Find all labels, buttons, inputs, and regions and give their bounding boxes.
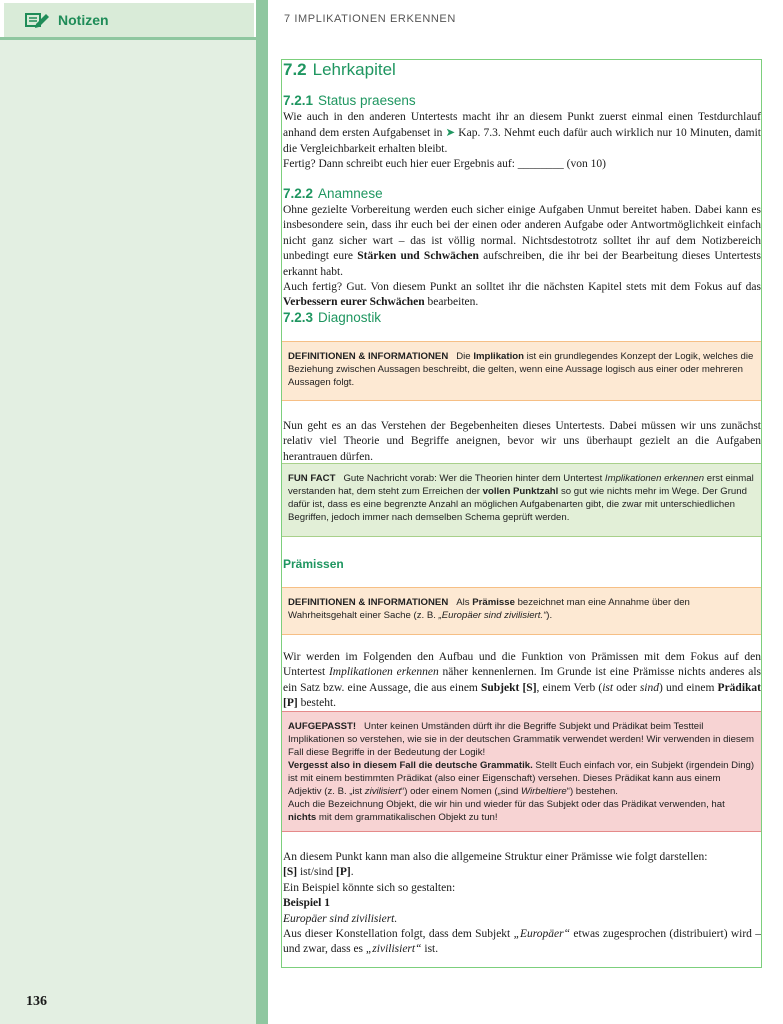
notes-tab	[4, 3, 254, 37]
subsection-title-diagnostik	[283, 309, 381, 326]
subsection-number: 7.2.2	[283, 186, 314, 201]
subsection-label: Diagnostik	[318, 310, 382, 325]
praemissen-heading: Prämissen	[283, 557, 344, 571]
result-line: Fertig? Dann schreibt euch hier euer Ergebnis auf: ________ (von 10)	[283, 158, 606, 171]
box-tag: DEFINITIONEN & INFORMATIONEN	[288, 597, 449, 608]
paragraph-structure: An diesem Punkt kann man also die allgemeine Struktur einer Prämisse wie folgt darstellen: [S] ist/sind [P]. Ein Beispiel könnte sich so gestalten: Beispiel 1 Europäer sind zivilisiert. Aus dieser Konstellation folgt, dass dem Subjekt „Europäer“ etwas zugesprochen (distribuiert) wird – und zwar, dass es „zivilisiert“ ist.	[283, 851, 761, 956]
definition-box-implikation: DEFINITIONEN & INFORMATIONEN Die Implikation ist ein grundlegendes Konzept der Logik, welches die Beziehung zwischen Aussagen beschreibt, die gelten, wenn eine Aussage logisch aus einer oder mehreren Aussagen folgt.	[282, 341, 761, 401]
main-content	[281, 59, 762, 968]
paragraph-theory: Nun geht es an das Verstehen der Begebenheiten dieses Untertests. Dabei müssen wir uns zunächst relativ viel Theorie und Begriffe aneignen, bevor wir uns überhaupt gezielt an die Aufgaben herantrauen dürfen.	[283, 420, 761, 463]
subsection-number: 7.2.3	[283, 310, 314, 325]
notes-area	[0, 0, 256, 1024]
example-label: Beispiel 1	[283, 897, 330, 910]
arrow-icon: ➤	[445, 125, 456, 140]
subsection-number: 7.2.1	[283, 93, 314, 108]
sidebar-divider	[256, 0, 268, 1024]
definition-box-praemisse: DEFINITIONEN & INFORMATIONEN Als Prämisse bezeichnet man eine Annahme über den Wahrheitsgehalt einer Sache (z. B. „Europäer sind zivilisiert.“).	[282, 587, 761, 635]
box-tag: AUFGEPASST!	[288, 721, 357, 732]
box-tag: DEFINITIONEN & INFORMATIONEN	[288, 351, 449, 362]
warning-box: AUFGEPASST! Unter keinen Umständen dürft ihr die Begriffe Subjekt und Prädikat beim Testteil Implikationen so verstehen, wie sie in der deutschen Grammatik verwendet werden! Wir verwenden in diesem Fall diese Begriffe in der Bedeutung der Logik! Vergesst also in diesem Fall die deutsche Grammatik. Stellt Euch einfach vor, ein Subjekt (irgendein Ding) ist mit einem bestimmten Prädikat (also einer Eigenschaft) versehen. Dieses Prädikat kann aus einem Adjektiv (z. B. „ist zivilisiert“) oder einem Nomen („sind Wirbeltiere“) bestehen. Auch die Bezeichnung Objekt, die wir hin und wieder für das Subjekt oder das Prädikat verwenden, hat nichts mit dem grammatikalischen Objekt zu tun!	[282, 711, 761, 832]
example-sentence: Europäer sind zivilisiert.	[283, 912, 398, 925]
paragraph-status: Wie auch in den anderen Untertests macht ihr an diesem Punkt zuerst einmal einen Testdurchlauf anhand dem ersten Aufgabenset in ➤ Kap. 7.3. Nehmt euch dafür auch wirklich nur 10 Minuten, damit die Vergleichbarkeit erhalten bleibt. Fertig? Dann schreibt euch hier euer Ergebnis auf: ________ (von 10)	[283, 111, 761, 171]
running-head: 7 IMPLIKATIONEN ERKENNEN	[284, 13, 456, 25]
page-number: 136	[26, 994, 47, 1009]
section-number: 7.2	[283, 60, 307, 79]
fun-fact-box: FUN FACT Gute Nachricht vorab: Wer die Theorien hinter dem Untertest Implikationen erkennen erst einmal verstanden hat, dem steht zum Erreichen der vollen Punktzahl so gut wie nichts mehr im Wege. Der Grund dafür ist, dass es eine begrenzte Anzahl an möglichen Aufgabenarten gibt, die zwar mit unterschiedlichen Begriffen, jedoch immer nach demselben Schema geprüft werden.	[282, 463, 761, 537]
subsection-label: Status praesens	[318, 93, 416, 108]
subsection-label: Anamnese	[318, 186, 383, 201]
section-title	[283, 60, 396, 80]
section-label: Lehrkapitel	[312, 60, 396, 79]
subsection-title-anamnese	[283, 185, 383, 202]
paragraph-anamnese: Ohne gezielte Vorbereitung werden euch sicher einige Aufgaben Unmut bereitet haben. Dabei kann es insbesondere sein, dass ihr euch bei der einen oder anderen Aufgabe oder Antwortmöglichkeit einfach nicht ganz sicher wart – das ist völlig normal. Nichtsdestotrotz solltet ihr auf dem Notizbereich unbedingt eure Stärken und Schwächen aufschreiben, die ihr bei der Bearbeitung dieses Untertests erkannt habt. Auch fertig? Gut. Von diesem Punkt an solltet ihr die nächsten Kapitel stets mit dem Fokus auf das Verbessern eurer Schwächen bearbeiten.	[283, 204, 761, 309]
subsection-title-status	[283, 92, 416, 109]
pencil-note-icon	[24, 10, 50, 30]
paragraph-praemissen: Wir werden im Folgenden den Aufbau und die Funktion von Prämissen mit dem Fokus auf den Untertest Implikationen erkennen näher kennenlernen. Im Grunde ist eine Prämisse nichts anderes als ein Satz bzw. eine Aussage, die aus einem Subjekt [S], einem Verb (ist oder sind) und einem Prädikat [P] besteht.	[283, 651, 762, 710]
box-tag: FUN FACT	[288, 473, 336, 484]
notes-label: Notizen	[58, 12, 109, 28]
notes-header	[0, 0, 256, 40]
